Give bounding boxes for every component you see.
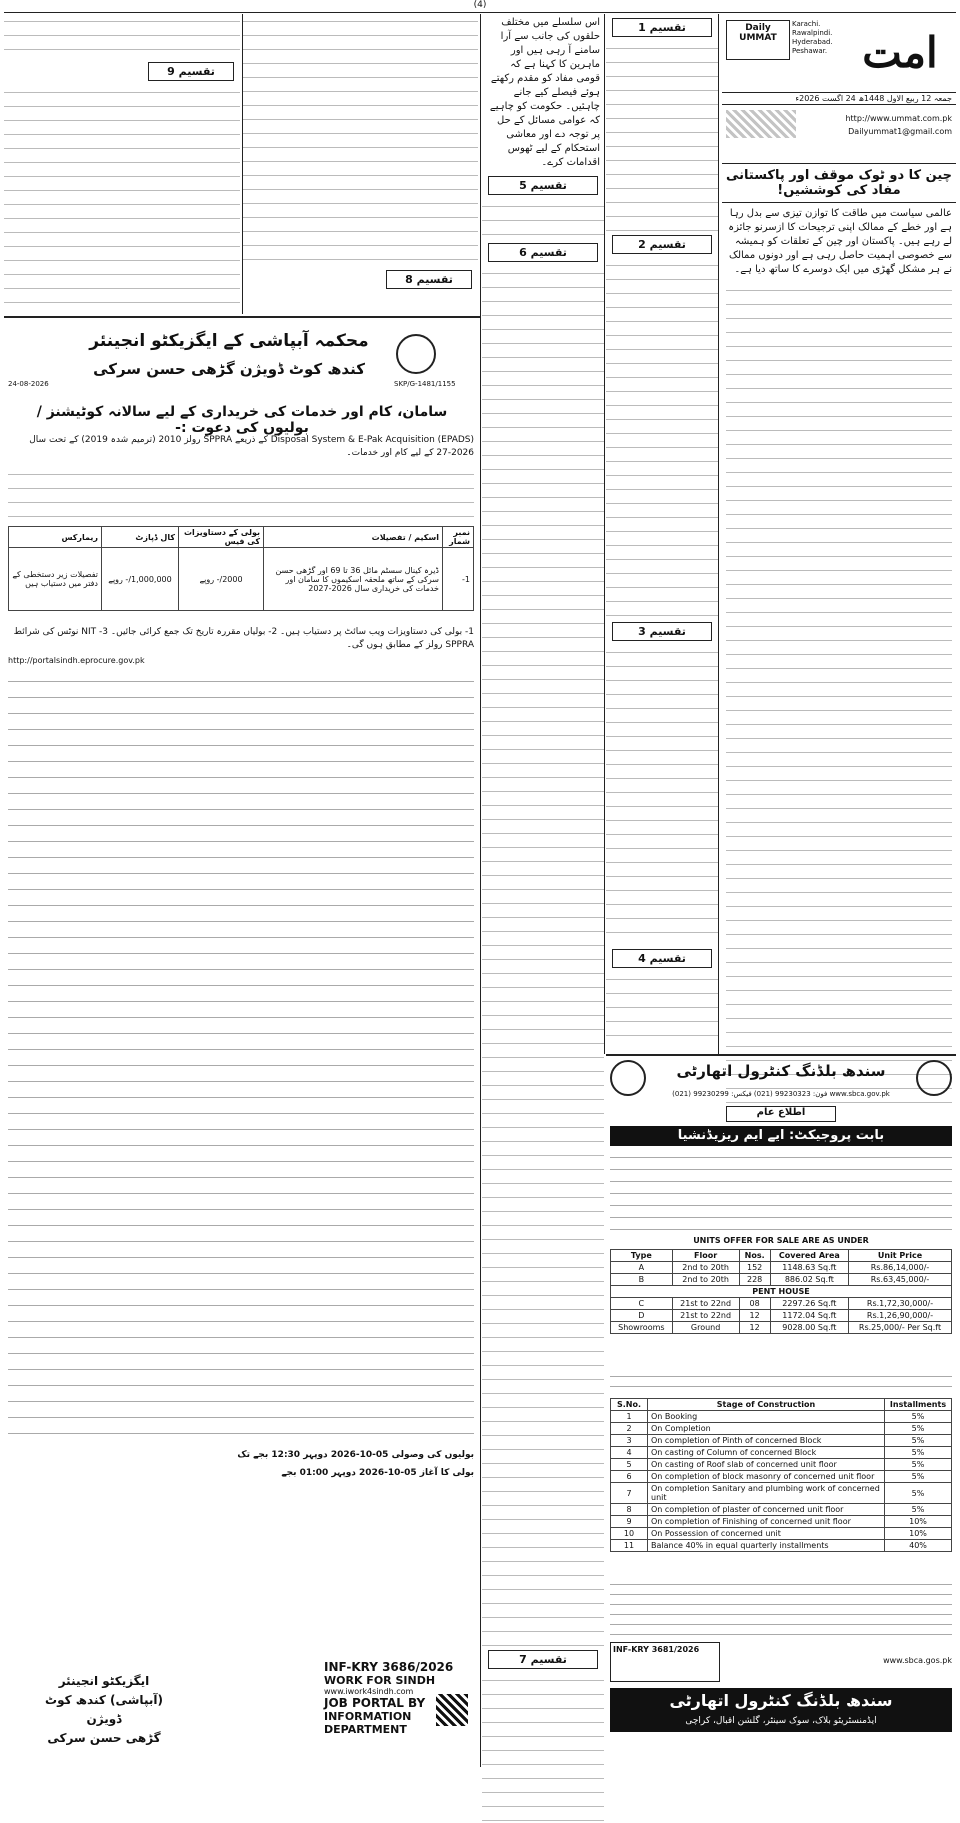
units-col-nos: Nos.	[739, 1250, 770, 1262]
page-number: (4)	[473, 0, 487, 10]
column-9a-text	[4, 14, 240, 58]
tender-signatory	[34, 1672, 174, 1745]
stage-cell: 3	[611, 1435, 648, 1447]
stage-cell: 5%	[885, 1423, 952, 1435]
tender-inf-number: INF-KRY 3686/2026	[324, 1660, 454, 1674]
tender-col-serial: نمبر شمار	[443, 527, 474, 548]
tender-col-fee: بولی کے دستاویزات کی فیس	[179, 527, 264, 548]
table-row	[611, 1516, 952, 1528]
column-8	[242, 14, 478, 314]
table-row	[611, 1310, 952, 1322]
masthead-urdu-logo: امت	[862, 28, 938, 77]
section-label-1: تقسیم 1	[612, 18, 712, 37]
sindh-govt-logo	[396, 334, 436, 374]
table-row	[611, 1423, 952, 1435]
table-row	[611, 1411, 952, 1423]
tender-subtitle: کندھ کوٹ ڈویژن گڑھی حسن سرکی	[93, 360, 365, 378]
stage-cell: 2	[611, 1423, 648, 1435]
tender-portal-link[interactable]: http://portalsindh.eprocure.gov.pk	[8, 656, 145, 665]
stage-cell: 5%	[885, 1483, 952, 1504]
column-opinions	[606, 14, 718, 1054]
tender-col-remarks: ریمارکس	[9, 527, 102, 548]
stage-cell: On Completion	[648, 1423, 885, 1435]
table-row	[611, 1447, 952, 1459]
tender-intro-lines	[8, 466, 474, 520]
units-col-price: Unit Price	[849, 1250, 952, 1262]
stage-cell: 5%	[885, 1459, 952, 1471]
sbca-public-notice: اطلاع عام	[726, 1106, 836, 1122]
units-cell: B	[611, 1274, 673, 1286]
stage-cell: 8	[611, 1504, 648, 1516]
penthouse-label: PENT HOUSE	[611, 1286, 952, 1298]
stage-cell: On Booking	[648, 1411, 885, 1423]
sbca-logo-right	[916, 1060, 952, 1096]
column-8-text	[243, 14, 478, 266]
stage-cell: 9	[611, 1516, 648, 1528]
stages-col-installment: Installments	[885, 1399, 952, 1411]
masthead-phone-box	[726, 110, 796, 140]
units-cell: 21st to 22nd	[672, 1310, 739, 1322]
stage-cell: 1	[611, 1411, 648, 1423]
units-cell: Rs.63,45,000/-	[849, 1274, 952, 1286]
editorial	[722, 164, 956, 1054]
signatory-line-2: (آبپاشی) کندھ کوٹ ڈویژن	[45, 1693, 163, 1726]
stage-cell: 5	[611, 1459, 648, 1471]
table-row	[611, 1262, 952, 1274]
table-row	[611, 1471, 952, 1483]
sbca-inf-number: INF-KRY 3681/2026	[613, 1645, 700, 1654]
stage-cell: 5%	[885, 1435, 952, 1447]
sbca-units-header	[611, 1250, 952, 1262]
stage-cell: 5%	[885, 1447, 952, 1459]
units-cell: 2nd to 20th	[672, 1274, 739, 1286]
sbca-footer-bar	[610, 1688, 952, 1732]
stage-cell: On casting of Column of concerned Block	[648, 1447, 885, 1459]
information-department-label: INFORMATION DEPARTMENT	[324, 1710, 412, 1736]
editorial-body	[722, 203, 956, 1107]
tender-cell-fee: 2000/- روپے	[179, 548, 264, 611]
editorial-paragraph: عالمی سیاست میں طاقت کا توازن تیزی سے بدل رہا ہے اور خطے کے ممالک اپنی ترجیحات کا ازسرنو جائزہ لے رہے ہیں۔ پاکستان اور چین کے تعلقات کو ہمیشہ سے خصوصی اہمیت حاصل رہی ہے اور دونوں ممالک نے ہر مشکل گھڑی میں ایک دوسرے کا ساتھ دیا ہے۔	[728, 208, 952, 275]
column-5-text	[482, 199, 604, 239]
section-label-4: تقسیم 4	[612, 949, 712, 968]
stage-cell: 11	[611, 1540, 648, 1552]
table-row	[611, 1459, 952, 1471]
column-6-text	[482, 266, 604, 1646]
sbca-description-lines	[610, 1150, 952, 1234]
stage-cell: On completion of Finishing of concerned unit floor	[648, 1516, 885, 1528]
units-cell: 886.02 Sq.ft	[770, 1274, 848, 1286]
stages-col-sno: S.No.	[611, 1399, 648, 1411]
stage-cell: On completion of Pinth of concerned Block	[648, 1435, 885, 1447]
masthead-email[interactable]: Dailyummat1@gmail.com	[848, 127, 952, 136]
section-label-3: تقسیم 3	[612, 622, 712, 641]
units-cell: 9028.00 Sq.ft	[770, 1322, 848, 1334]
sbca-units-table	[610, 1249, 952, 1369]
qr-code-icon	[436, 1694, 468, 1726]
units-cell: C	[611, 1298, 673, 1310]
column-7-text	[482, 1673, 604, 1823]
units-col-type: Type	[611, 1250, 673, 1262]
column-news-intro: اس سلسلے میں مختلف حلقوں کی جانب سے آرا سامنے آ رہی ہیں اور ماہرین کا کہنا ہے کہ قومی مفاد کو مقدم رکھتے ہوئے فیصلے کیے جانے چاہئیں۔ حکومت کو چاہیے کہ عوامی مسائل کے حل پر توجہ دے اور معاشی استحکام کے لیے ٹھوس اقدامات کرے۔	[489, 17, 600, 168]
sbca-project-bar: بابت پروجیکٹ: ایے ایم ریزیڈنشیا	[610, 1126, 952, 1146]
masthead-brand-box	[726, 20, 790, 60]
stage-cell: 5%	[885, 1411, 952, 1423]
signatory-line-3: گڑھی حسن سرکی	[47, 1731, 161, 1745]
work-for-sindh-url[interactable]: www.iwork4sindh.com	[324, 1687, 414, 1696]
column-1-text	[606, 41, 718, 231]
column-2-text	[606, 258, 718, 618]
tender-cell-serial: 1-	[443, 548, 474, 611]
units-cell: 12	[739, 1310, 770, 1322]
tender-ref: SKP/G-1481/1155	[394, 380, 456, 388]
sbca-notice	[606, 1056, 956, 1767]
column-9-text	[4, 85, 240, 305]
units-cell: Ground	[672, 1322, 739, 1334]
table-row	[611, 1528, 952, 1540]
column-news	[482, 14, 604, 1767]
sbca-stages-header	[611, 1399, 952, 1411]
sbca-logo-left	[610, 1060, 646, 1096]
units-col-floor: Floor	[672, 1250, 739, 1262]
masthead-brand-latin: Daily UMMAT	[739, 23, 777, 43]
table-row	[611, 1540, 952, 1552]
units-col-area: Covered Area	[770, 1250, 848, 1262]
work-for-sindh-logo: WORK FOR SINDH	[324, 1674, 436, 1687]
stage-cell: On completion Sanitary and plumbing work of concerned unit	[648, 1483, 885, 1504]
sbca-title: سندھ بلڈنگ کنٹرول اتھارٹی	[676, 1062, 886, 1080]
units-cell: A	[611, 1262, 673, 1274]
tender-title: محکمہ آبپاشی کے ایگزیکٹو انجینئر	[89, 331, 369, 351]
units-cell: Rs.1,26,90,000/-	[849, 1310, 952, 1322]
units-cell: 1172.04 Sq.ft	[770, 1310, 848, 1322]
table-row	[611, 1435, 952, 1447]
units-cell: 21st to 22nd	[672, 1298, 739, 1310]
stage-cell: 5%	[885, 1471, 952, 1483]
sbca-contact: فون: 99230323 (021) فیکس: 99230299 (021) www.sbca.gov.pk	[672, 1090, 890, 1098]
tender-cell-scheme: ڈیرہ کینال سسٹم مائل 36 تا 69 اور گڑھی حسن سرکی کے ساتھ ملحقہ اسکیموں کا سامان اور خدمات کی خریداری سال 2026-2027	[264, 548, 443, 611]
stage-cell: On completion of plaster of concerned unit floor	[648, 1504, 885, 1516]
units-cell: 12	[739, 1322, 770, 1334]
editorial-text-lines	[726, 283, 952, 1103]
tender-table-header	[9, 527, 474, 548]
tender-col-scheme: اسکیم / تفصیلات	[264, 527, 443, 548]
table-row	[611, 1504, 952, 1516]
tender-ref-date: 24-08-2026	[8, 380, 49, 388]
job-portal-label: JOB PORTAL BY	[324, 1696, 426, 1710]
tender-headline: سامان، کام اور خدمات کی خریداری کے لیے سالانہ کوٹیشنز / بولیوں کی دعوت :-	[36, 404, 448, 436]
units-cell: 1148.63 Sq.ft	[770, 1262, 848, 1274]
column-4-text	[606, 972, 718, 1042]
sbca-footer-address: ایڈمنسٹریٹو بلاک، سوک سینٹر، گلشن اقبال، کراچی	[685, 1716, 877, 1726]
tender-opening: بولی کا آغاز 05-10-2026 دوپہر 01:00 بجے	[281, 1468, 474, 1478]
tender-submission: بولیوں کی وصولی 05-10-2026 دوپہر 12:30 بجے تک	[237, 1450, 474, 1460]
sbca-units-title: UNITS OFFER FOR SALE ARE AS UNDER	[693, 1236, 869, 1245]
units-cell: 152	[739, 1262, 770, 1274]
tender-col-deposit: کال ڈپازٹ	[102, 527, 179, 548]
section-label-9: تقسیم 9	[148, 62, 234, 81]
sbca-penthouse-row	[611, 1286, 952, 1298]
stage-cell: 6	[611, 1471, 648, 1483]
units-cell: 228	[739, 1274, 770, 1286]
masthead	[722, 14, 956, 164]
masthead-phone-pattern	[726, 110, 796, 138]
table-row	[611, 1274, 952, 1286]
units-cell: 08	[739, 1298, 770, 1310]
tender-conditions-lines	[8, 672, 474, 1442]
tender-notes: 1- بولی کی دستاویزات ویب سائٹ پر دستیاب ہیں۔ 2- بولیاں مقررہ تاریخ تک جمع کرائی جائیں۔ 3- NIT نوٹس کی شرائط SPPRA رولز کے مطابق ہوں گی۔	[13, 627, 474, 650]
tender-notice	[4, 320, 478, 1765]
stage-cell: On completion of block masonry of concerned unit floor	[648, 1471, 885, 1483]
signatory-line-1: ایگزیکٹو انجینئر	[58, 1674, 150, 1688]
sbca-footer-lines	[610, 1578, 952, 1638]
units-cell: D	[611, 1310, 673, 1322]
units-cell: Rs.1,72,30,000/-	[849, 1298, 952, 1310]
table-row	[9, 548, 474, 611]
editorial-headline: چین کا دو ٹوک موقف اور پاکستانی مفاد کی کوششیں!	[722, 164, 956, 203]
units-cell: 2nd to 20th	[672, 1262, 739, 1274]
table-row	[611, 1483, 952, 1504]
table-row	[611, 1322, 952, 1334]
stage-cell: 10%	[885, 1516, 952, 1528]
tender-cell-remarks: تفصیلات زیر دستخطی کے دفتر میں دستیاب ہیں	[9, 548, 102, 611]
work-for-sindh-block	[324, 1660, 474, 1756]
units-cell: Showrooms	[611, 1322, 673, 1334]
sbca-mid-lines	[610, 1370, 952, 1396]
masthead-date: جمعہ 12 ربیع الاول 1448ھ 24 اگست 2026ء	[722, 92, 956, 105]
stage-cell: Balance 40% in equal quarterly installments	[648, 1540, 885, 1552]
sbca-website[interactable]: www.sbca.gos.pk	[883, 1656, 952, 1665]
masthead-cities: Karachi. Rawalpindi. Hyderabad. Peshawar.	[792, 20, 833, 55]
top-left-columns	[4, 14, 478, 314]
masthead-website[interactable]: http://www.ummat.com.pk	[845, 114, 952, 123]
stage-cell: On Possession of concerned unit	[648, 1528, 885, 1540]
section-label-6: تقسیم 6	[488, 243, 598, 262]
sbca-footer-title: سندھ بلڈنگ کنٹرول اتھارٹی	[669, 1691, 893, 1710]
sbca-inf-block	[610, 1642, 720, 1682]
column-3-text	[606, 645, 718, 945]
tender-table	[8, 526, 474, 620]
tender-intro: Disposal System & E-Pak Acquisition (EPADS) کے ذریعے SPPRA رولز 2010 (ترمیم شدہ 2019) کے تحت سال 2026-27 کے لیے کام اور خدمات۔	[29, 435, 474, 458]
stage-cell: 10	[611, 1528, 648, 1540]
tender-cell-deposit: 1,000,000/- روپے	[102, 548, 179, 611]
stage-cell: 40%	[885, 1540, 952, 1552]
stage-cell: 7	[611, 1483, 648, 1504]
section-label-5: تقسیم 5	[488, 176, 598, 195]
sbca-stages-table	[610, 1398, 952, 1574]
table-row	[611, 1298, 952, 1310]
stage-cell: On casting of Roof slab of concerned unit floor	[648, 1459, 885, 1471]
units-cell: Rs.86,14,000/-	[849, 1262, 952, 1274]
column-9	[4, 14, 240, 314]
section-label-8: تقسیم 8	[386, 270, 472, 289]
section-label-2: تقسیم 2	[612, 235, 712, 254]
stage-cell: 10%	[885, 1528, 952, 1540]
units-cell: Rs.25,000/- Per Sq.ft	[849, 1322, 952, 1334]
units-cell: 2297.26 Sq.ft	[770, 1298, 848, 1310]
stage-cell: 4	[611, 1447, 648, 1459]
stage-cell: 5%	[885, 1504, 952, 1516]
section-label-7: تقسیم 7	[488, 1650, 598, 1669]
stages-col-stage: Stage of Construction	[648, 1399, 885, 1411]
